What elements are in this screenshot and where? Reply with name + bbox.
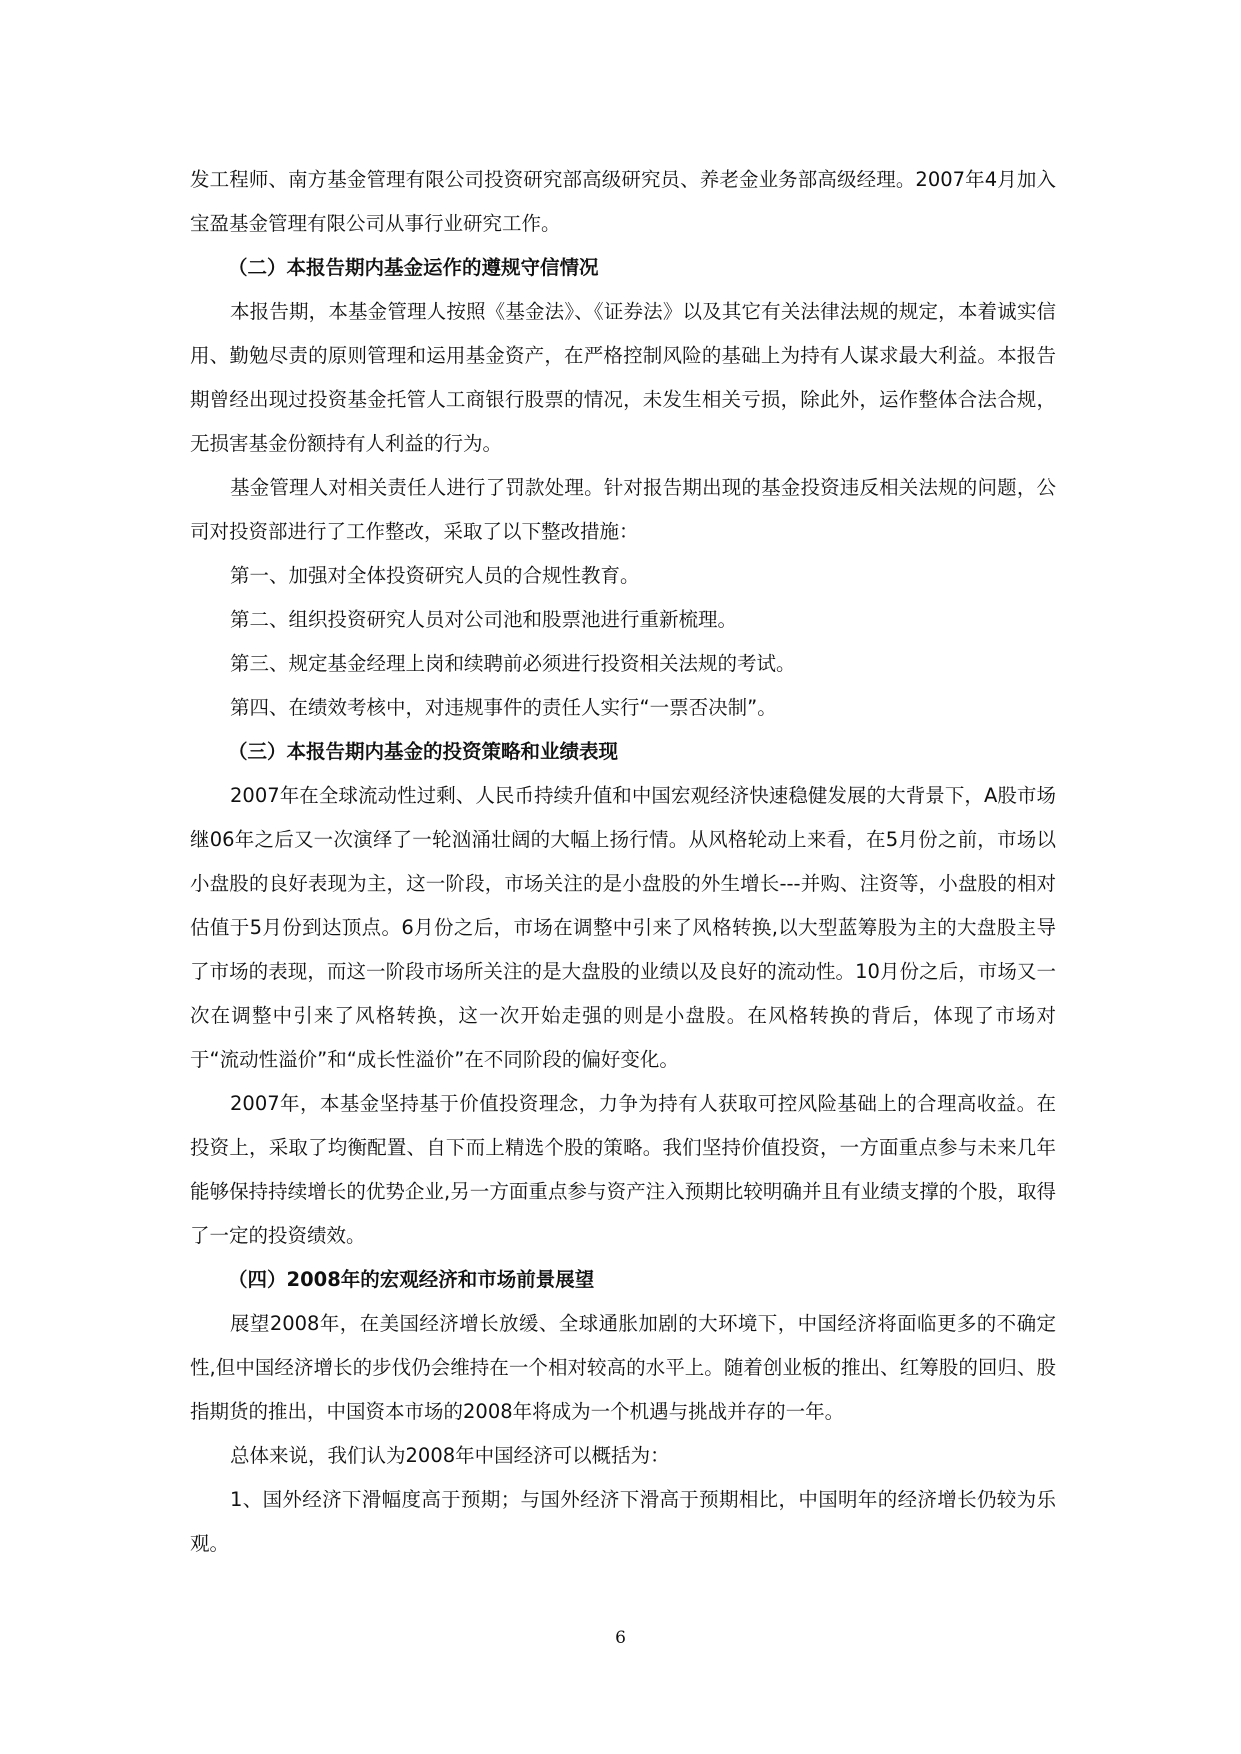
list-item: 第一、加强对全体投资研究人员的合规性教育。 xyxy=(230,564,640,587)
section-heading: （三）本报告期内基金的投资策略和业绩表现 xyxy=(228,740,619,763)
paragraph: 基金管理人对相关责任人进行了罚款处理。针对报告期出现的基金投资违反相关法规的问题，公司对投资部进行了工作整改，采取了以下整改措施： xyxy=(190,476,1056,543)
paragraph: 本报告期，本基金管理人按照《基金法》、《证券法》以及其它有关法律法规的规定，本着诚实信用、勤勉尽责的原则管理和运用基金资产，在严格控制风险的基础上为持有人谋求最大利益。本报告期曾经出现过投资基金托管人工商银行股票的情况，未发生相关亏损，除此外，运作整体合法合规，无损害基金份额持有人利益的行为。 xyxy=(190,300,1056,455)
list-item: 第二、组织投资研究人员对公司池和股票池进行重新梳理。 xyxy=(230,608,738,631)
list-item: 第三、规定基金经理上岗和续聘前必须进行投资相关法规的考试。 xyxy=(230,652,796,675)
paragraph: 展望2008年，在美国经济增长放缓、全球通胀加剧的大环境下，中国经济将面临更多的不确定性,但中国经济增长的步伐仍会维持在一个相对较高的水平上。随着创业板的推出、红筹股的回归、股指期货的推出，中国资本市场的2008年将成为一个机遇与挑战并存的一年。 xyxy=(190,1312,1056,1423)
section-heading: （二）本报告期内基金运作的遵规守信情况 xyxy=(228,256,599,279)
paragraph: 总体来说，我们认为2008年中国经济可以概括为： xyxy=(230,1444,670,1467)
section-heading: （四）2008年的宏观经济和市场前景展望 xyxy=(228,1268,595,1291)
list-item: 第四、在绩效考核中，对违规事件的责任人实行“一票否决制”。 xyxy=(230,696,777,719)
page-number: 6 xyxy=(615,1628,626,1648)
paragraph: 2007年，本基金坚持基于价值投资理念，力争为持有人获取可控风险基础上的合理高收益。在投资上，采取了均衡配置、自下而上精选个股的策略。我们坚持价值投资，一方面重点参与未来几年能够保持持续增长的优势企业,另一方面重点参与资产注入预期比较明确并且有业绩支撑的个股，取得了一定的投资绩效。 xyxy=(190,1092,1056,1247)
paragraph: 发工程师、南方基金管理有限公司投资研究部高级研究员、养老金业务部高级经理。2007年4月加入宝盈基金管理有限公司从事行业研究工作。 xyxy=(190,168,1056,235)
paragraph: 2007年在全球流动性过剩、人民币持续升值和中国宏观经济快速稳健发展的大背景下，A股市场继06年之后又一次演绎了一轮汹涌壮阔的大幅上扬行情。从风格轮动上来看，在5月份之前，市场以小盘股的良好表现为主，这一阶段，市场关注的是小盘股的外生增长---并购、注资等，小盘股的相对估值于5月份到达顶点。6月份之后，市场在调整中引来了风格转换,以大型蓝筹股为主的大盘股主导了市场的表现，而这一阶段市场所关注的是大盘股的业绩以及良好的流动性。10月份之后，市场又一次在调整中引来了风格转换，这一次开始走强的则是小盘股。在风格转换的背后，体现了市场对于“流动性溢价”和“成长性溢价”在不同阶段的偏好变化。 xyxy=(190,784,1056,1071)
document-body xyxy=(190,158,1056,1566)
list-item: 1、国外经济下滑幅度高于预期；与国外经济下滑高于预期相比，中国明年的经济增长仍较为乐观。 xyxy=(190,1488,1056,1555)
